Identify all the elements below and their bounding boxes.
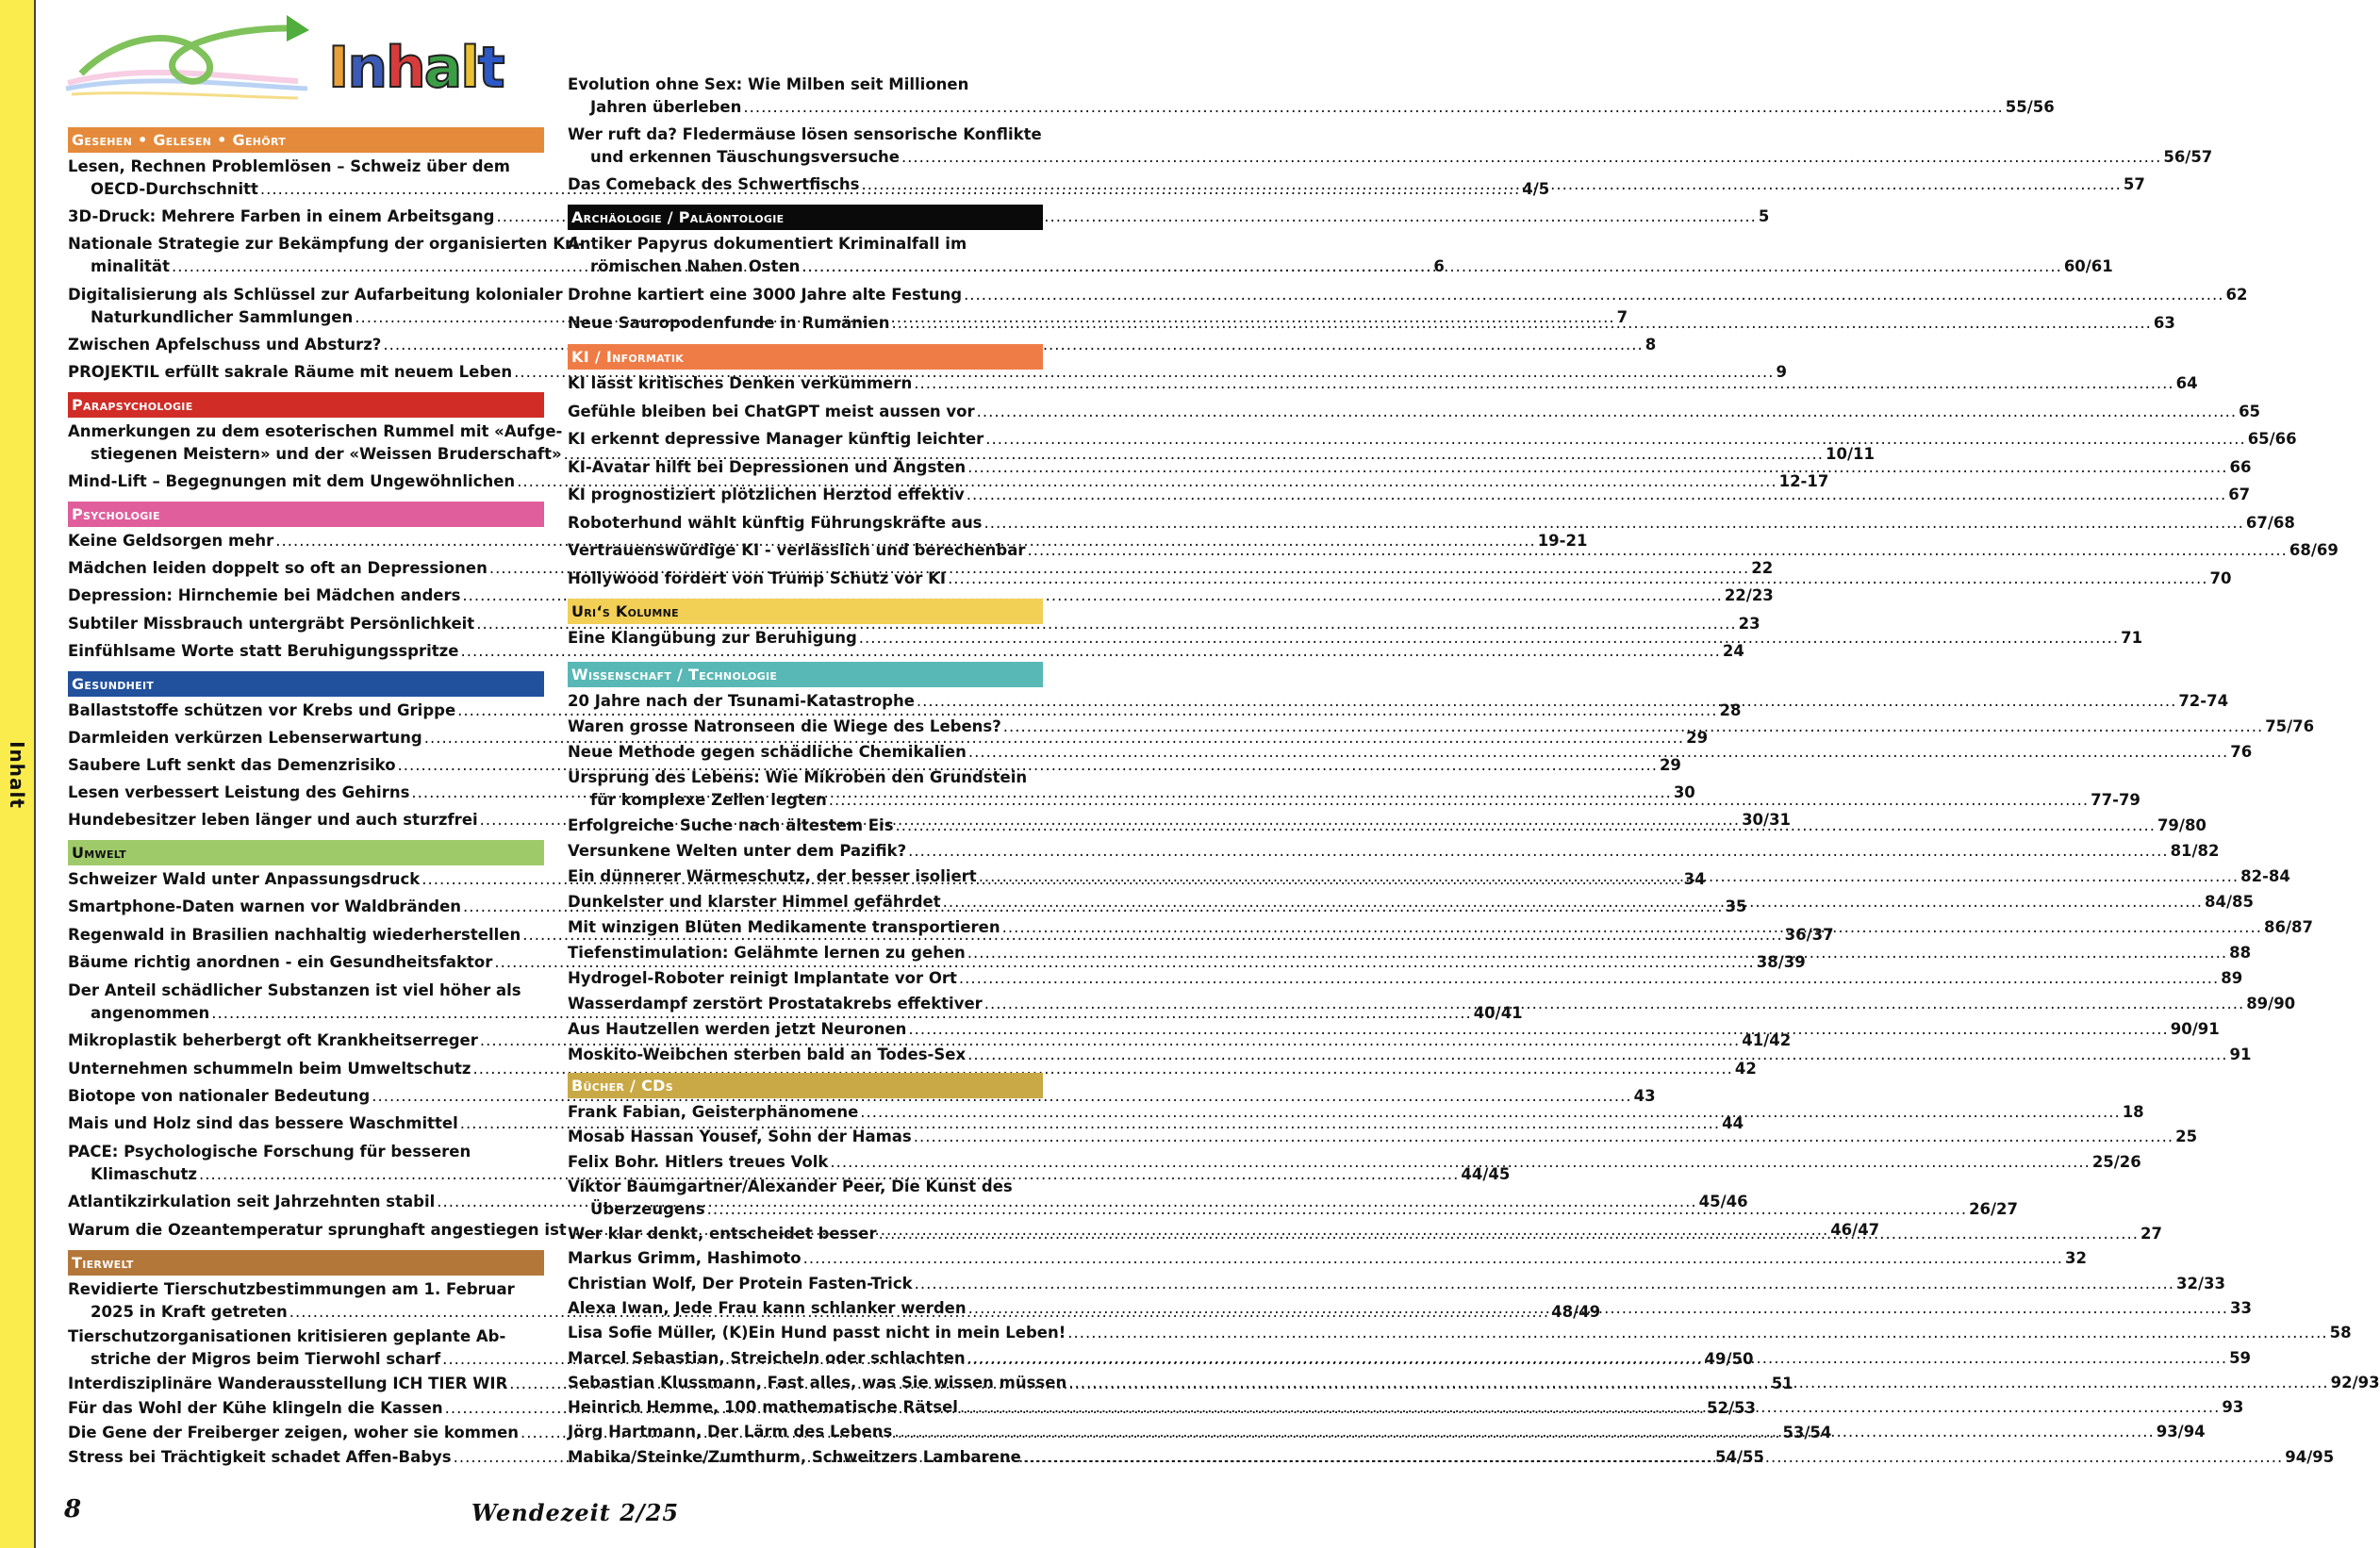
logo-title bbox=[328, 35, 504, 101]
entry-page: 29 bbox=[1686, 729, 1709, 747]
dot-leader bbox=[830, 1151, 2090, 1174]
entry-title: Nationale Strategie zur Bekämpfung der organisierten Kri- bbox=[68, 235, 585, 254]
entry-page: 7 bbox=[1616, 307, 1628, 326]
logo bbox=[62, 8, 515, 121]
entry-page: 67 bbox=[2228, 486, 2251, 503]
dot-leader bbox=[892, 312, 2152, 335]
entry-page: 36/37 bbox=[1784, 925, 1834, 944]
dot-leader bbox=[829, 789, 2089, 812]
entry-title: Evolution ohne Sex: Wie Milben seit Millionen bbox=[568, 75, 969, 93]
logo-letter: l bbox=[460, 35, 478, 101]
dot-leader bbox=[879, 1223, 2139, 1245]
entry-title: Unternehmen schummeln beim Umweltschutz bbox=[68, 1059, 471, 1078]
entry-page: 89/90 bbox=[2246, 995, 2296, 1013]
entry-page: 5 bbox=[1758, 207, 1770, 226]
entry-page: 27 bbox=[2140, 1225, 2162, 1243]
entry-title: Ein dünnerer Wärmeschutz, der besser isoliert bbox=[568, 867, 977, 885]
dot-leader bbox=[1028, 539, 2288, 562]
entry-title: Felix Bohr. Hitlers treues Volk bbox=[568, 1152, 829, 1171]
entry-title: Heinrich Hemme, 100 mathematische Rätsel bbox=[568, 1398, 958, 1417]
entry-title: Lesen verbessert Leistung des Gehirns bbox=[68, 783, 410, 801]
dot-leader bbox=[979, 865, 2239, 888]
entry-title: Lesen, Rechnen Problemlösen – Schweiz über dem bbox=[68, 157, 510, 175]
entry-page: 32/33 bbox=[2176, 1274, 2225, 1293]
dot-leader bbox=[948, 568, 2207, 590]
dot-leader bbox=[967, 1044, 2227, 1066]
entry-page: 62 bbox=[2225, 286, 2248, 304]
entry-title: angenommen bbox=[91, 1003, 210, 1022]
dot-leader bbox=[959, 967, 2219, 990]
entry-page: 23 bbox=[1738, 614, 1760, 633]
toc-entry[interactable] bbox=[568, 284, 2248, 306]
logo-letter: I bbox=[328, 35, 348, 101]
entry-title: Hollywood fordert von Trump Schutz vor KI bbox=[568, 568, 947, 587]
section-header: Bücher / CDs bbox=[568, 1073, 1043, 1098]
logo-letter: t bbox=[477, 35, 504, 101]
entry-title: Stress bei Trächtigkeit schadet Affen-Babys bbox=[68, 1448, 452, 1466]
entry-page: 81/82 bbox=[2170, 842, 2220, 860]
entry-title: Dunkelster und klarster Himmel gefährdet bbox=[568, 893, 941, 911]
entry-page: 91 bbox=[2229, 1046, 2252, 1063]
entry-page: 93/94 bbox=[2156, 1423, 2206, 1441]
entry-page: 66 bbox=[2229, 457, 2252, 476]
logo-letter: n bbox=[347, 35, 387, 101]
entry-title: Vertrauenswürdige KI - verlässlich und berechenbar bbox=[568, 541, 1026, 559]
entry-page: 44 bbox=[1722, 1114, 1744, 1133]
entry-title: Tierschutzorganisationen kritisieren geplante Ab- bbox=[68, 1327, 506, 1345]
section-header: Umwelt bbox=[68, 840, 544, 865]
entry-title: Waren grosse Natronseen die Wiege des Lebens? bbox=[568, 717, 1001, 735]
section-header: Gesehen • Gelesen • Gehört bbox=[68, 127, 544, 153]
toc-entry[interactable] bbox=[568, 312, 2175, 335]
entry-page: 43 bbox=[1633, 1086, 1656, 1105]
entry-page: 56/57 bbox=[2163, 148, 2213, 166]
toc-entry[interactable] bbox=[568, 233, 2113, 278]
entry-title: Einfühlsame Worte statt Beruhigungsspritze bbox=[68, 641, 459, 660]
entry-title: Markus Grimm, Hashimoto bbox=[568, 1249, 802, 1268]
dot-leader bbox=[860, 1101, 2120, 1124]
entry-page: 59 bbox=[2229, 1348, 2252, 1367]
entry-title: Warum die Ozeantemperatur sprunghaft angestiegen ist bbox=[68, 1220, 567, 1239]
entry-page: 30 bbox=[1673, 783, 1695, 801]
entry-page: 45/46 bbox=[1698, 1193, 1748, 1211]
toc-entry[interactable] bbox=[68, 613, 1760, 635]
toc-entry[interactable] bbox=[568, 840, 2220, 863]
entry-title: Christian Wolf, Der Protein Fasten-Trick bbox=[568, 1274, 913, 1293]
entry-title: stiegenen Meistern» und der «Weissen Bruderschaft» bbox=[91, 445, 562, 463]
dot-leader bbox=[894, 1421, 2154, 1443]
dot-leader bbox=[908, 840, 2168, 863]
dot-leader bbox=[743, 96, 2003, 119]
toc-entry[interactable] bbox=[568, 741, 2253, 764]
entry-page: 75/76 bbox=[2265, 717, 2315, 735]
dot-leader bbox=[977, 401, 2237, 423]
entry-title: Subtiler Missbrauch untergräbt Persönlichkeit bbox=[68, 614, 475, 633]
entry-page: 4/5 bbox=[1522, 180, 1550, 198]
entry-title: Mosab Hassan Yousef, Sohn der Hamas bbox=[568, 1128, 912, 1146]
toc-entry[interactable] bbox=[68, 1058, 1757, 1080]
entry-title: 20 Jahre nach der Tsunami-Katastrophe bbox=[568, 692, 915, 710]
entry-title: striche der Migros beim Tierwohl scharf bbox=[91, 1350, 441, 1368]
entry-title: PROJEKTIL erfüllt sakrale Räume mit neuem Leben bbox=[68, 362, 513, 381]
entry-page: 40/41 bbox=[1473, 1003, 1523, 1022]
entry-title: Biotope von nationaler Bedeutung bbox=[68, 1086, 371, 1105]
toc-entry[interactable] bbox=[568, 627, 2143, 650]
entry-page: 63 bbox=[2153, 314, 2175, 332]
dot-leader bbox=[967, 484, 2226, 506]
entry-title: KI lässt kritisches Denken verkümmern bbox=[568, 374, 913, 392]
toc-entry[interactable] bbox=[68, 727, 1709, 749]
dot-leader bbox=[1068, 1372, 2328, 1394]
toc-entry[interactable] bbox=[68, 640, 1744, 663]
dot-leader bbox=[803, 1247, 2063, 1270]
entry-page: 42 bbox=[1734, 1059, 1757, 1078]
entry-title: Mais und Holz sind das bessere Waschmittel bbox=[68, 1114, 458, 1133]
entry-title: Für das Wohl der Kühe klingeln die Kassen bbox=[68, 1399, 443, 1417]
entry-title: Atlantikzirkulation seit Jahrzehnten stabil bbox=[68, 1193, 436, 1211]
logo-letter: h bbox=[386, 35, 424, 101]
dot-leader bbox=[968, 741, 2228, 764]
dot-leader bbox=[968, 1297, 2228, 1320]
entry-page: 48/49 bbox=[1551, 1303, 1601, 1321]
toc-entry[interactable] bbox=[568, 512, 2295, 535]
entry-page: 65/66 bbox=[2247, 430, 2297, 448]
entry-title: Sebastian Klussmann, Fast alles, was Sie wissen müssen bbox=[568, 1373, 1067, 1392]
entry-page: 55/56 bbox=[2005, 98, 2055, 116]
dot-leader bbox=[862, 173, 2122, 196]
entry-page: 25 bbox=[2175, 1128, 2198, 1146]
entry-title: Alexa Iwan, Jede Frau kann schlanker werden bbox=[568, 1299, 967, 1317]
entry-title: KI prognostiziert plötzlichen Herztod effektiv bbox=[568, 486, 965, 503]
entry-title: Darmleiden verkürzen Lebenserwartung bbox=[68, 729, 422, 747]
entry-title: KI-Avatar hilft bei Depressionen und Ängsten bbox=[568, 457, 967, 476]
section-header: Parapsychologie bbox=[68, 392, 544, 418]
entry-title: Mädchen leiden doppelt so oft an Depressionen bbox=[68, 559, 488, 578]
entry-page: 34 bbox=[1683, 870, 1706, 888]
entry-title: minalität bbox=[91, 257, 170, 276]
entry-title: KI erkennt depressive Manager künftig leichter bbox=[568, 430, 984, 448]
entry-page: 29 bbox=[1659, 756, 1681, 774]
entry-title: Eine Klangübung zur Beruhigung bbox=[568, 629, 857, 647]
toc-entry[interactable] bbox=[568, 1322, 2352, 1344]
side-label: Inhalt bbox=[6, 741, 28, 809]
entry-title: Marcel Sebastian, Streicheln oder schlachten bbox=[568, 1348, 966, 1367]
entry-title: Jahren überleben bbox=[590, 98, 742, 116]
entry-title: Wer klar denkt, entscheidet besser bbox=[568, 1225, 877, 1243]
entry-title: Erfolgreiche Suche nach ältestem Eis bbox=[568, 816, 894, 834]
entry-page: 84/85 bbox=[2205, 893, 2254, 911]
entry-page: 38/39 bbox=[1756, 953, 1806, 972]
dot-leader bbox=[984, 512, 2244, 535]
toc-entry[interactable] bbox=[568, 124, 2213, 169]
entry-page: 25/26 bbox=[2091, 1152, 2141, 1171]
entry-page: 58 bbox=[2329, 1324, 2352, 1342]
toc-entry[interactable] bbox=[568, 1126, 2198, 1148]
entry-title: Naturkundlicher Sammlungen bbox=[91, 307, 354, 326]
entry-page: 94/95 bbox=[2285, 1447, 2335, 1466]
entry-title: Keine Geldsorgen mehr bbox=[68, 532, 274, 550]
dot-leader bbox=[967, 942, 2227, 964]
dot-leader bbox=[914, 1126, 2173, 1148]
entry-title: Gefühle bleiben bei ChatGPT meist aussen vor bbox=[568, 402, 975, 420]
entry-page: 52/53 bbox=[1706, 1399, 1756, 1417]
entry-title: römischen Nahen Osten bbox=[590, 257, 801, 275]
entry-title: Ballaststoffe schützen vor Krebs und Grippe bbox=[68, 701, 456, 719]
entry-page: 71 bbox=[2121, 629, 2143, 647]
entry-page: 30/31 bbox=[1742, 811, 1792, 829]
entry-title: für komplexe Zellen legten bbox=[590, 791, 827, 809]
dot-leader bbox=[985, 428, 2245, 451]
entry-page: 65 bbox=[2239, 402, 2261, 420]
entry-title: Die Gene der Freiberger zeigen, woher sie kommen bbox=[68, 1424, 520, 1441]
dot-leader bbox=[901, 146, 2161, 169]
entry-title: Der Anteil schädlicher Substanzen ist viel höher als bbox=[68, 980, 521, 999]
toc-entry[interactable] bbox=[568, 456, 2252, 479]
entry-title: Saubere Luft senkt das Demenzrisiko bbox=[68, 756, 396, 774]
entry-page: 46/47 bbox=[1830, 1220, 1880, 1239]
entry-page: 57 bbox=[2123, 175, 2145, 193]
toc-entry[interactable] bbox=[568, 401, 2261, 423]
entry-page: 92/93 bbox=[2330, 1373, 2380, 1392]
entry-title: Antiker Papyrus dokumentiert Kriminalfall im bbox=[568, 235, 967, 253]
entry-title: Wasserdampf zerstört Prostatakrebs effektiver bbox=[568, 995, 983, 1013]
dot-leader bbox=[967, 456, 2227, 479]
entry-title: Mit winzigen Blüten Medikamente transportieren bbox=[568, 918, 1000, 936]
entry-title: Wer ruft da? Fledermäuse lösen sensorische Konflikte bbox=[568, 125, 1042, 143]
entry-title: Mind-Lift – Begegnungen mit dem Ungewöhnlichen bbox=[68, 472, 516, 490]
entry-page: 26/27 bbox=[1969, 1199, 2019, 1218]
entry-page: 90/91 bbox=[2170, 1020, 2220, 1038]
toc-entry[interactable] bbox=[68, 334, 1657, 356]
entry-title: Drohne kartiert eine 3000 Jahre alte Festung bbox=[568, 286, 963, 304]
entry-page: 79/80 bbox=[2157, 816, 2206, 834]
dot-leader bbox=[914, 372, 2173, 395]
entry-page: 54/55 bbox=[1715, 1448, 1764, 1466]
entry-page: 86/87 bbox=[2264, 918, 2313, 936]
entry-title: Bäume richtig anordnen - ein Gesundheitsfaktor bbox=[68, 953, 493, 972]
dot-leader bbox=[1067, 1322, 2327, 1344]
entry-title: Aus Hautzellen werden jetzt Neuronen bbox=[568, 1020, 907, 1038]
entry-title: Jörg Hartmann, Der Lärm des Lebens bbox=[568, 1423, 893, 1441]
dot-leader bbox=[943, 891, 2203, 914]
toc-entry[interactable] bbox=[68, 470, 1829, 493]
entry-page: 41/42 bbox=[1742, 1031, 1792, 1050]
entry-page: 82-84 bbox=[2240, 867, 2290, 885]
entry-page: 35 bbox=[1725, 898, 1747, 916]
section-header: KI / Informatik bbox=[568, 344, 1043, 370]
entry-page: 33 bbox=[2230, 1299, 2252, 1317]
entry-title: Interdisziplinäre Wanderausstellung ICH TIER WIR bbox=[68, 1375, 508, 1392]
section-header: Uri‘s Kolumne bbox=[568, 599, 1043, 624]
entry-page: 68/69 bbox=[2289, 541, 2339, 559]
entry-title: Das Comeback des Schwertfischs bbox=[568, 175, 860, 193]
dot-leader bbox=[915, 1273, 2174, 1295]
entry-page: 9 bbox=[1776, 362, 1788, 381]
toc-entry[interactable] bbox=[568, 1044, 2252, 1066]
entry-page: 22 bbox=[1751, 559, 1774, 578]
entry-title: Neue Sauropodenfunde in Rumänien bbox=[568, 314, 890, 332]
entry-page: 60/61 bbox=[2063, 257, 2113, 275]
entry-page: 49/50 bbox=[1704, 1350, 1754, 1368]
entry-title: und erkennen Täuschungsversuche bbox=[590, 148, 900, 166]
toc-entry[interactable] bbox=[68, 585, 1774, 607]
dot-leader bbox=[984, 993, 2244, 1015]
entry-page: 32 bbox=[2065, 1249, 2088, 1268]
entry-page: 28 bbox=[1719, 701, 1742, 719]
entry-page: 22/23 bbox=[1724, 586, 1774, 605]
entry-title: Lisa Sofie Müller, (K)Ein Hund passt nicht in mein Leben! bbox=[568, 1324, 1066, 1342]
entry-page: 53/54 bbox=[1782, 1424, 1832, 1441]
entry-title: Klimaschutz bbox=[91, 1164, 198, 1183]
dot-leader bbox=[1003, 716, 2263, 738]
entry-title: Schweizer Wald unter Anpassungsdruck bbox=[68, 870, 421, 888]
logo-swoosh-graphic bbox=[62, 8, 348, 111]
entry-title: Digitalisierung als Schlüssel zur Aufarbeitung kolonialer bbox=[68, 285, 563, 304]
entry-page: 10/11 bbox=[1826, 445, 1875, 463]
entry-page: 8 bbox=[1645, 335, 1657, 354]
entry-title: Frank Fabian, Geisterphänomene bbox=[568, 1103, 859, 1121]
entry-page: 24 bbox=[1722, 641, 1744, 660]
logo-letter: a bbox=[423, 35, 461, 101]
entry-title: Viktor Baumgartner/Alexander Peer, Die Kunst des bbox=[568, 1177, 1013, 1195]
entry-page: 44/45 bbox=[1461, 1164, 1511, 1183]
dot-leader bbox=[1023, 1446, 2283, 1469]
entry-title: Smartphone-Daten warnen vor Waldbränden bbox=[68, 898, 462, 916]
entry-title: Tiefenstimulation: Gelähmte lernen zu gehen bbox=[568, 944, 966, 962]
entry-title: Versunkene Welten unter dem Pazifik? bbox=[568, 842, 907, 860]
entry-title: OECD-Durchschnitt bbox=[91, 180, 258, 198]
entry-title: Mikroplastik beherbergt oft Krankheitserreger bbox=[68, 1031, 478, 1050]
entry-title: Mabika/Steinke/Zumthurm, Schweitzers Lambarene bbox=[568, 1447, 1021, 1466]
toc-entry[interactable] bbox=[568, 967, 2243, 990]
entry-page: 88 bbox=[2229, 944, 2252, 962]
toc-entry[interactable] bbox=[568, 428, 2297, 451]
dot-leader bbox=[964, 284, 2223, 306]
dot-leader bbox=[896, 815, 2156, 837]
entry-title: Moskito-Weibchen sterben bald an Todes-Sex bbox=[568, 1046, 967, 1063]
entry-title: Depression: Hirnchemie bei Mädchen anders bbox=[68, 586, 461, 605]
entry-page: 64 bbox=[2175, 374, 2198, 392]
entry-title: Neue Methode gegen schädliche Chemikalien bbox=[568, 743, 967, 761]
section-header: Archäologie / Paläontologie bbox=[568, 205, 1043, 230]
entry-page: 93 bbox=[2222, 1398, 2244, 1417]
section-header: Psychologie bbox=[68, 502, 544, 527]
dot-leader bbox=[1002, 916, 2262, 939]
entry-page: 12-17 bbox=[1778, 472, 1829, 490]
toc-entry[interactable] bbox=[568, 74, 2055, 119]
entry-page: 19-21 bbox=[1537, 532, 1588, 550]
dot-leader bbox=[802, 255, 2061, 278]
entry-title: 3D-Druck: Mehrere Farben in einem Arbeitsgang bbox=[68, 207, 495, 226]
page-number: 8 bbox=[64, 1495, 82, 1523]
entry-page: 70 bbox=[2209, 568, 2232, 587]
section-header: Tierwelt bbox=[68, 1250, 544, 1276]
publication-title: Wendezeit 2/25 bbox=[471, 1499, 680, 1526]
entry-page: 72-74 bbox=[2178, 692, 2229, 710]
entry-title: Regenwald in Brasilien nachhaltig wiederherstellen bbox=[68, 925, 521, 944]
entry-page: 51 bbox=[1771, 1375, 1793, 1392]
entry-page: 77-79 bbox=[2091, 791, 2140, 809]
section-header: Gesundheit bbox=[68, 671, 544, 697]
entry-title: Überzeugens bbox=[590, 1199, 705, 1218]
toc-entry[interactable] bbox=[568, 484, 2251, 506]
dot-leader bbox=[960, 1396, 2220, 1419]
toc-entry[interactable] bbox=[568, 1273, 2225, 1295]
entry-title: Zwischen Apfelschuss und Absturz? bbox=[68, 335, 382, 354]
dot-leader bbox=[707, 1198, 1967, 1221]
toc-entry[interactable] bbox=[568, 372, 2198, 395]
entry-page: 67/68 bbox=[2245, 513, 2295, 532]
entry-title: PACE: Psychologische Forschung für besseren bbox=[68, 1142, 471, 1161]
entry-title: 2025 in Kraft getreten bbox=[91, 1303, 288, 1321]
entry-title: Roboterhund wählt künftig Führungskräfte aus bbox=[568, 513, 983, 532]
entry-title: Ursprung des Lebens: Wie Mikroben den Grundstein bbox=[568, 768, 1028, 786]
dot-leader bbox=[917, 690, 2176, 713]
entry-page: 89 bbox=[2221, 969, 2243, 987]
entry-page: 18 bbox=[2122, 1103, 2144, 1121]
entry-page: 6 bbox=[1433, 257, 1445, 276]
entry-page: 76 bbox=[2230, 743, 2253, 761]
toc-entry[interactable] bbox=[568, 1247, 2088, 1270]
entry-title: Anmerkungen zu dem esoterischen Rummel mit «Aufge- bbox=[68, 422, 563, 440]
entry-title: Hundebesitzer leben länger und auch sturzfrei bbox=[68, 811, 478, 829]
dot-leader bbox=[908, 1018, 2168, 1041]
dot-leader bbox=[859, 627, 2119, 650]
dot-leader bbox=[967, 1347, 2227, 1370]
entry-title: Hydrogel-Roboter reinigt Implantate vor Ort bbox=[568, 969, 957, 987]
section-header: Wissenschaft / Technologie bbox=[568, 662, 1043, 687]
entry-title: Revidierte Tierschutzbestimmungen am 1. Februar bbox=[68, 1280, 515, 1298]
